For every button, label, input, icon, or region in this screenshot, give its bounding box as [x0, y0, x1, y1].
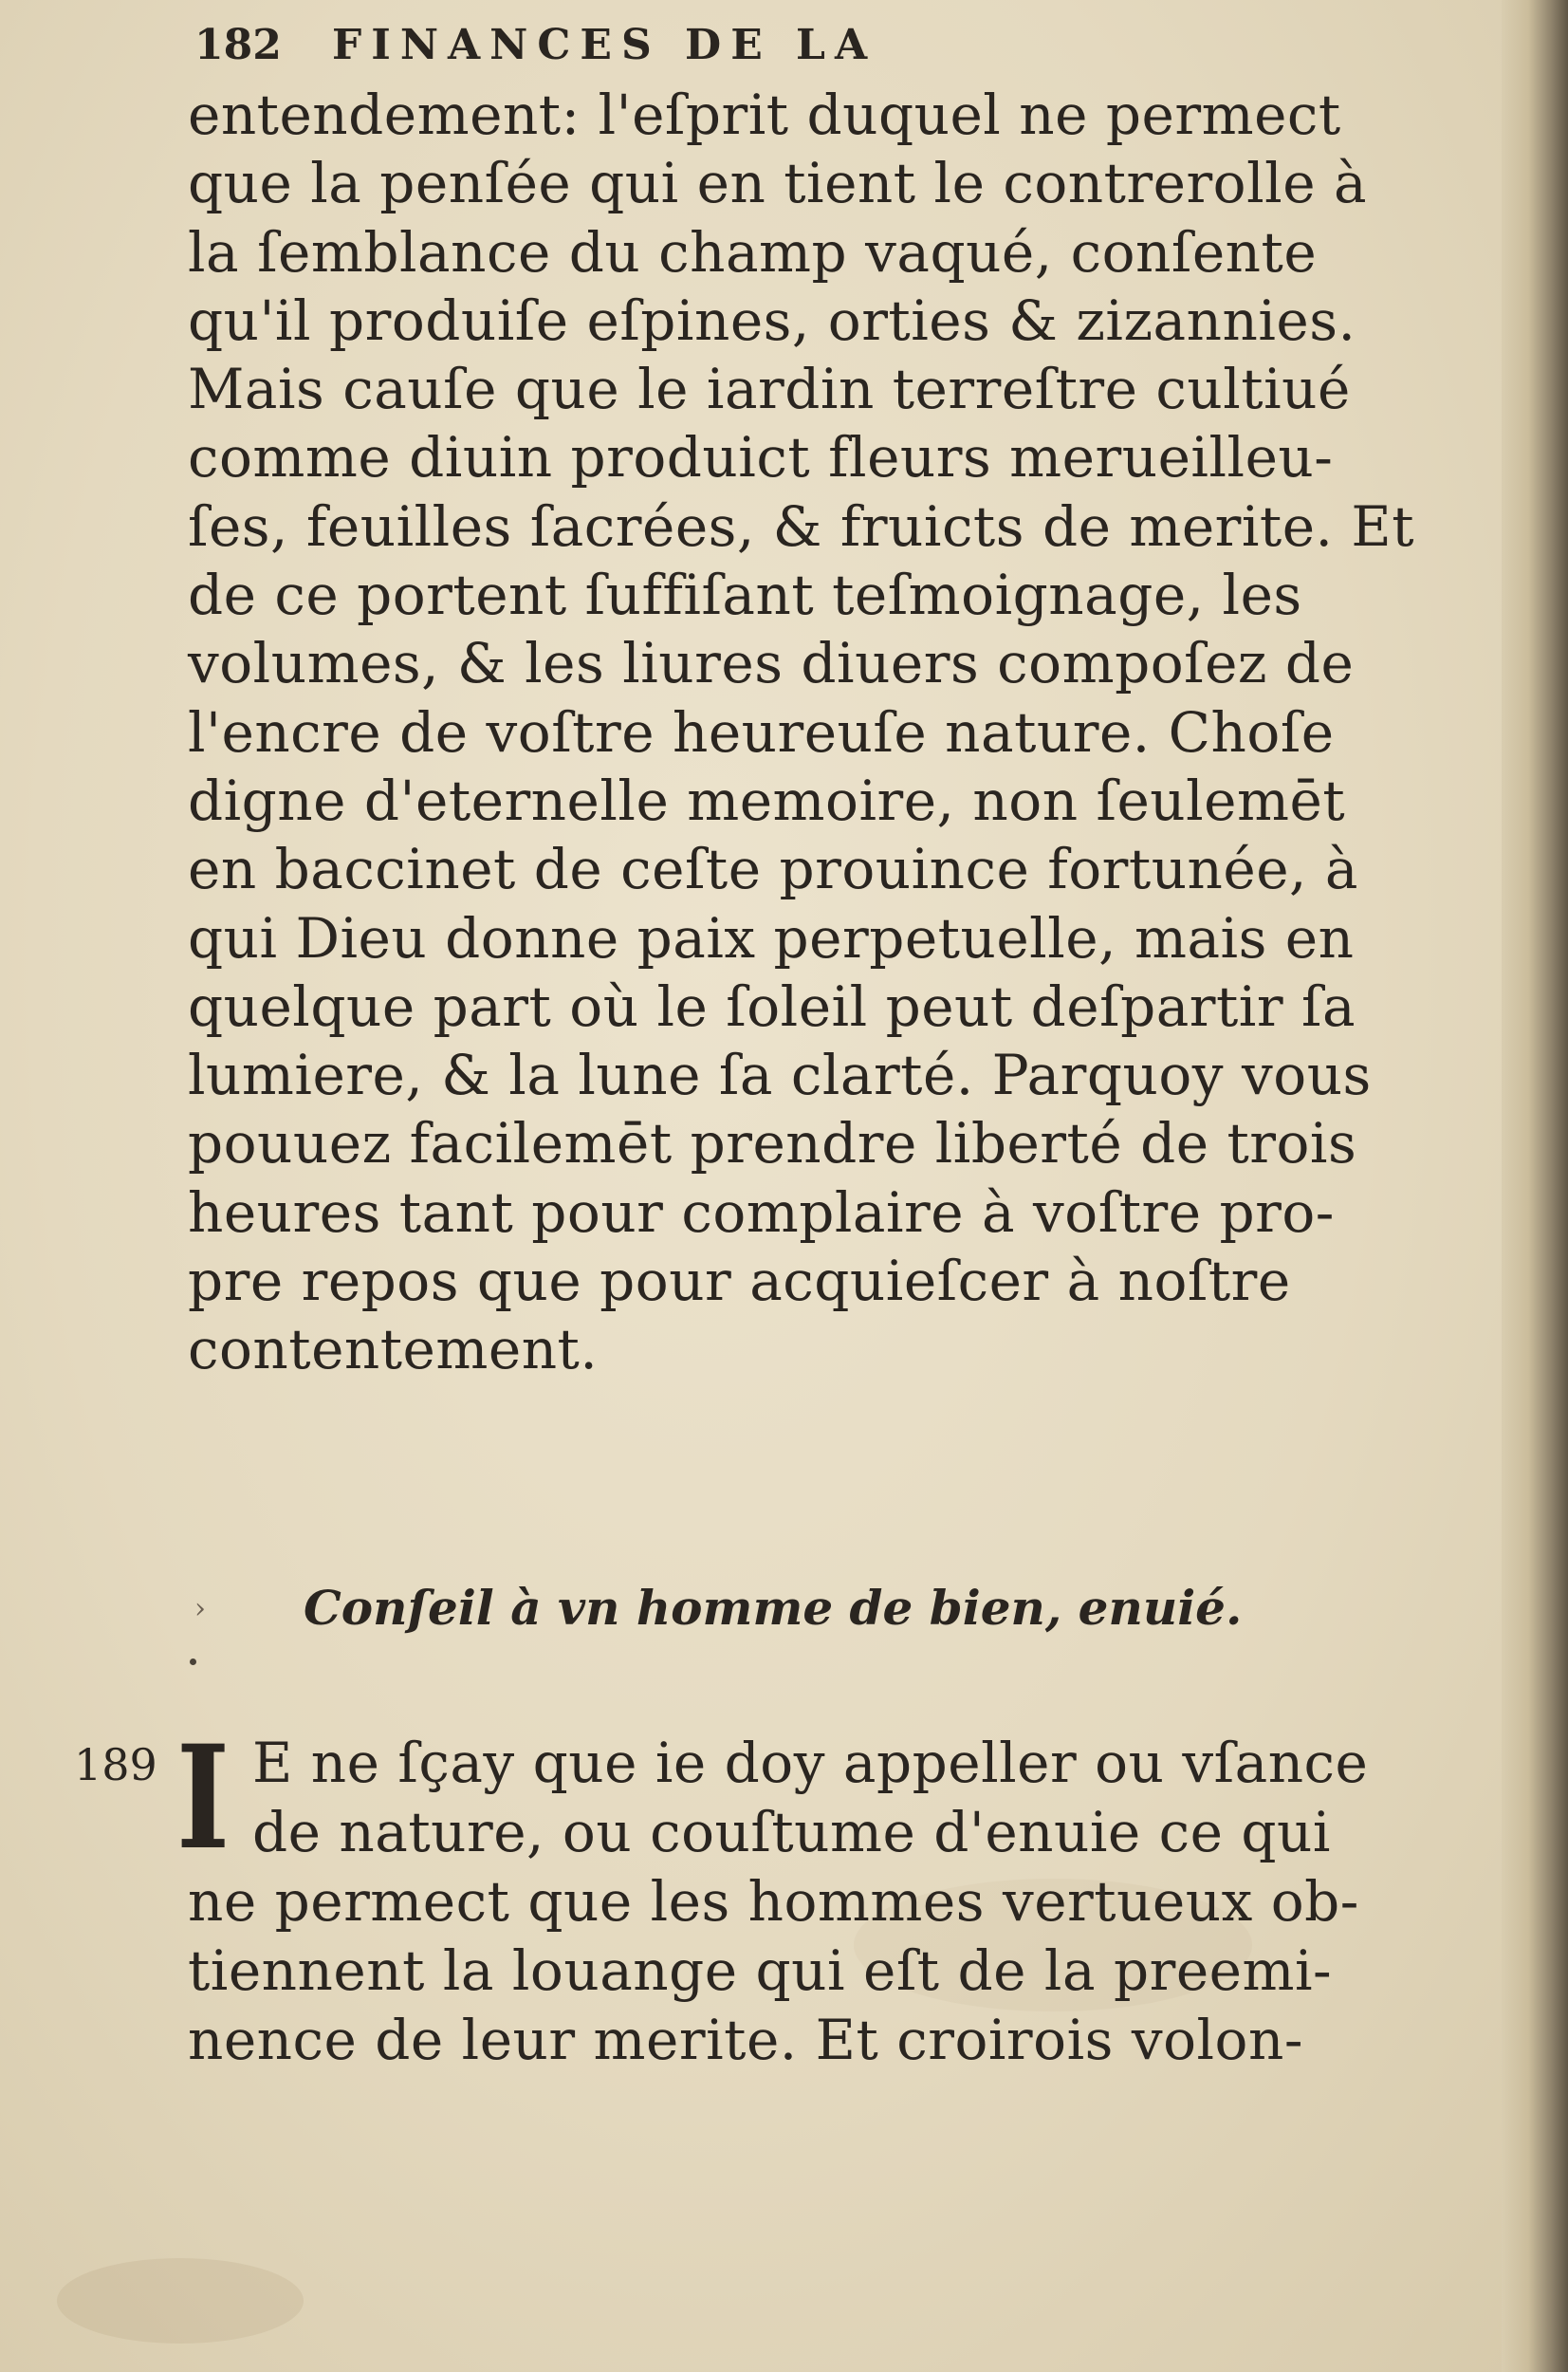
text-line: Mais cauſe que le iardin terreſtre cultiué [188, 357, 1351, 422]
text-line: l'encre de voſtre heureuſe nature. Choſe [188, 699, 1335, 765]
text-line: entendement: l'eſprit duquel ne permect [188, 83, 1341, 147]
text-line: nence de leur merite. Et croirois volon- [188, 2008, 1303, 2072]
running-title: FINANCES DE LA [332, 21, 877, 69]
text-line: de nature, ou couſtume d'enuie ce qui [252, 1800, 1331, 1864]
printer-mark: › [194, 1592, 206, 1625]
text-line: heures tant pour complaire à voſtre pro- [188, 1179, 1335, 1245]
ink-dot [190, 1659, 196, 1665]
running-head [194, 17, 1143, 74]
text-line: contentement. [188, 1317, 599, 1382]
text-line: que la penſée qui en tient le contrerolle à [188, 151, 1368, 216]
text-line: volumes, & les liures diuers compoſez de [188, 631, 1355, 696]
text-line: lumiere, & la lune ſa clarté. Parquoy vous [188, 1043, 1372, 1108]
text-line: pre repos que pour acquieſcer à noſtre [188, 1249, 1291, 1314]
book-spine-shadow [1502, 0, 1568, 2372]
text-line: la ſemblance du champ vaqué, conſente [188, 219, 1318, 285]
text-line: qu'il produiſe eſpines, orties & zizannies. [188, 287, 1356, 353]
paper-stain [57, 2258, 304, 2344]
text-line: ſes, feuilles ſacrées, & fruicts de merite. Et [188, 493, 1415, 559]
second-paragraph [188, 1729, 1369, 2075]
drop-cap: I [176, 1714, 231, 1881]
section-heading: Conſeil à vn homme de bien, enuié. [304, 1580, 1243, 1636]
text-line: quelque part où le ſoleil peut deſpartir ſa [188, 973, 1356, 1039]
text-line: ne permect que les hommes vertueux ob- [188, 1869, 1359, 1934]
body-text [188, 81, 1415, 1384]
text-line: tiennent la louange qui eſt de la preemi- [188, 1938, 1333, 2003]
text-line: comme diuin produict fleurs merueilleu- [188, 425, 1334, 491]
text-line: pouuez facilemēt prendre liberté de trois [188, 1111, 1357, 1177]
text-line: E ne ſçay que ie doy appeller ou vſance [252, 1731, 1369, 1795]
text-line: digne d'eternelle memoire, non ſeulemēt [188, 768, 1346, 833]
page-number: 182 [194, 21, 282, 69]
margin-number: 189 [74, 1739, 157, 1790]
text-line: de ce portent ſuffiſant teſmoignage, les [188, 563, 1302, 628]
text-line: qui Dieu donne paix perpetuelle, mais en [188, 905, 1355, 971]
text-line: en baccinet de ceſte prouince fortunée, à [188, 837, 1358, 902]
